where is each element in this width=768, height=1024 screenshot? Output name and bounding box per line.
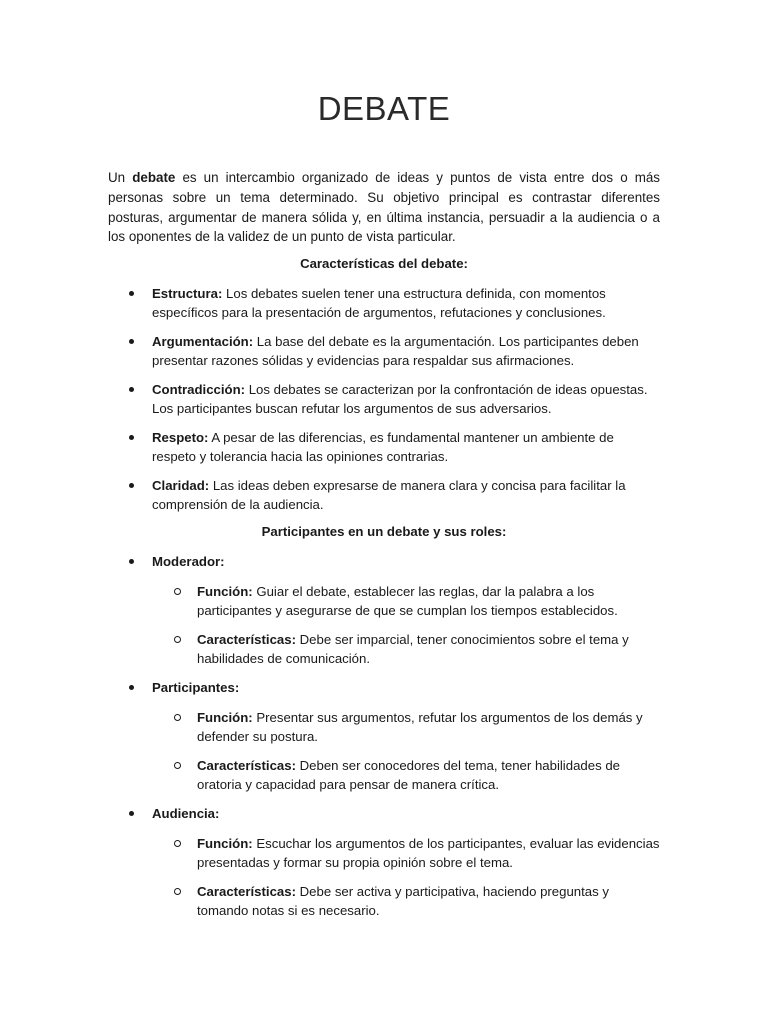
- role-name: Participantes:: [152, 680, 240, 695]
- circle-bullet-icon: [174, 636, 181, 643]
- bullet-icon: [129, 435, 134, 440]
- item-term: Respeto:: [152, 430, 209, 445]
- role-audiencia: [108, 804, 660, 920]
- function-term: Función:: [197, 836, 253, 851]
- characteristics-text: Debe ser activa y participativa, haciendo preguntas y tomando notas si es necesario.: [197, 884, 609, 918]
- bullet-icon: [129, 811, 134, 816]
- characteristics-text: Deben ser conocedores del tema, tener habilidades de oratoria y capacidad para pensar de manera crítica.: [197, 758, 621, 792]
- function-text: Escuchar los argumentos de los participantes, evaluar las evidencias presentadas y formar su propia opinión sobre el tema.: [197, 836, 660, 870]
- intro-paragraph: [108, 168, 660, 247]
- bullet-icon: [129, 559, 134, 564]
- function-term: Función:: [197, 710, 253, 725]
- intro-prefix: Un: [108, 170, 133, 185]
- role-characteristics: [152, 882, 660, 920]
- function-text: Guiar el debate, establecer las reglas, dar la palabra a los participantes y asegurarse de que se cumplan los tiempos establecidos.: [197, 584, 618, 618]
- role-details: [152, 834, 660, 920]
- role-function: [152, 708, 660, 746]
- role-name: Moderador:: [152, 554, 225, 569]
- item-term: Claridad:: [152, 478, 210, 493]
- list-item: [108, 476, 660, 514]
- circle-bullet-icon: [174, 762, 181, 769]
- characteristics-term: Características:: [197, 884, 296, 899]
- role-name: Audiencia:: [152, 806, 220, 821]
- characteristics-heading: Características del debate:: [300, 256, 468, 271]
- role-characteristics: [152, 630, 660, 668]
- item-text: Los debates se caracterizan por la confrontación de ideas opuestas. Los participantes buscan refutar los argumentos de sus adversarios.: [152, 382, 648, 416]
- circle-bullet-icon: [174, 840, 181, 847]
- characteristics-term: Características:: [197, 632, 296, 647]
- item-text: La base del debate es la argumentación. Los participantes deben presentar razones sólidas y evidencias para respaldar sus afirmaciones.: [152, 334, 639, 368]
- list-item: [108, 332, 660, 370]
- role-details: [152, 708, 660, 794]
- bullet-icon: [129, 387, 134, 392]
- function-text: Presentar sus argumentos, refutar los argumentos de los demás y defender su postura.: [197, 710, 643, 744]
- function-term: Función:: [197, 584, 253, 599]
- item-term: Contradicción:: [152, 382, 246, 397]
- characteristics-term: Características:: [197, 758, 296, 773]
- document-title: DEBATE: [317, 90, 451, 127]
- role-participantes: [108, 678, 660, 794]
- characteristics-list: [108, 284, 660, 524]
- bullet-icon: [129, 483, 134, 488]
- role-characteristics: [152, 756, 660, 794]
- circle-bullet-icon: [174, 714, 181, 721]
- role-moderador: [108, 552, 660, 668]
- role-details: [152, 582, 660, 668]
- list-item: [108, 284, 660, 322]
- list-item: [108, 380, 660, 418]
- item-term: Argumentación:: [152, 334, 254, 349]
- item-text: Los debates suelen tener una estructura definida, con momentos específicos para la presentación de argumentos, refutaciones y conclusiones.: [152, 286, 606, 320]
- roles-list: [108, 552, 660, 930]
- bullet-icon: [129, 339, 134, 344]
- item-text: Las ideas deben expresarse de manera clara y concisa para facilitar la comprensión de la audiencia.: [152, 478, 626, 512]
- list-item: [108, 428, 660, 466]
- bullet-icon: [129, 685, 134, 690]
- bullet-icon: [129, 291, 134, 296]
- role-function: [152, 834, 660, 872]
- item-term: Estructura:: [152, 286, 223, 301]
- roles-heading: Participantes en un debate y sus roles:: [261, 524, 507, 539]
- circle-bullet-icon: [174, 588, 181, 595]
- item-text: A pesar de las diferencias, es fundamental mantener un ambiente de respeto y tolerancia hacia las opiniones contrarias.: [152, 430, 614, 464]
- characteristics-text: Debe ser imparcial, tener conocimientos sobre el tema y habilidades de comunicación.: [197, 632, 629, 666]
- role-function: [152, 582, 660, 620]
- intro-text: es un intercambio organizado de ideas y puntos de vista entre dos o más personas sobre un tema determinado. Su objetivo principal es contrastar diferentes posturas, argumentar de manera sólida y, en última instancia, persuadir a la audiencia o a los oponentes de la validez de un punto de vista particular.: [108, 170, 661, 245]
- circle-bullet-icon: [174, 888, 181, 895]
- intro-term: debate: [132, 170, 176, 185]
